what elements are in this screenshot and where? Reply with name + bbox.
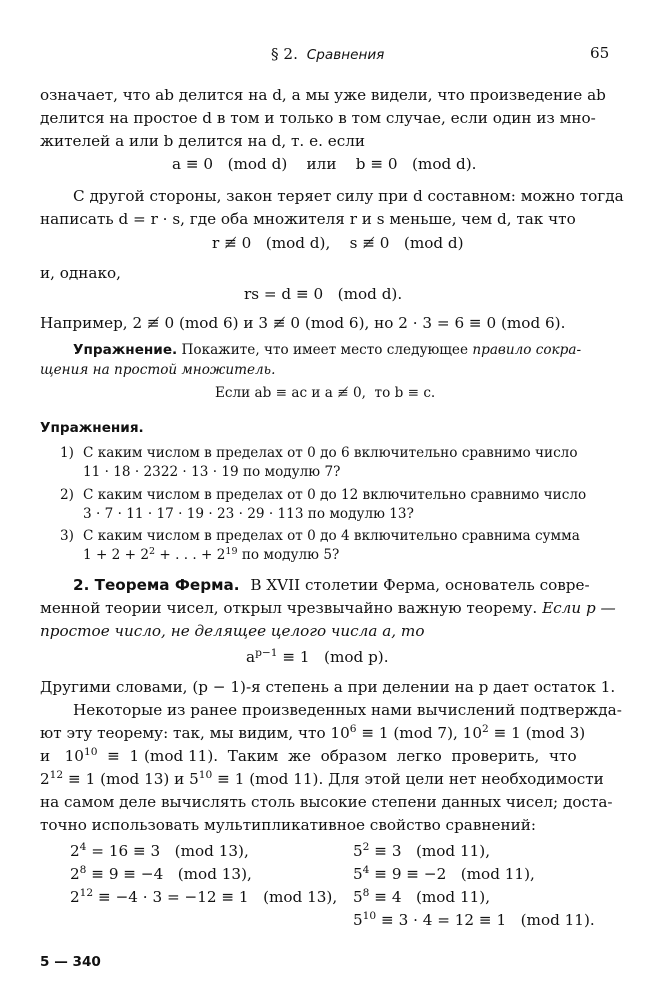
text-line: ют эту теорему: так, мы видим, что $10^6 \equiv 1$ (mod 7), $10^2 \equiv 1$ (mod 3) [40, 722, 586, 742]
exercise-item-number: 3) [60, 528, 74, 544]
text-line: Другими словами, (p − 1)-я степень a при делении на p дает остаток 1. [40, 678, 616, 696]
text-line: написать d = r · s, где оба множителя r и s меньше, чем d, так что [40, 210, 576, 228]
exercise-label: Упражнение. [73, 342, 178, 358]
congruence-right: $5^4 \equiv 9 \equiv -2$ (mod 11), [353, 863, 535, 883]
congruence-left: $2^4 = 16 \equiv 3$ (mod 13), [70, 840, 249, 860]
congruence-left: $2^{12} \equiv -4 \cdot 3 = -12 \equiv 1$ (mod 13), [70, 886, 338, 906]
exercise-text: Покажите, что имеет место следующее [181, 342, 469, 358]
text-line: делится на простое d в том и только в том случае, если один из мно- [40, 109, 596, 127]
exercise-rule: правило сокра- [472, 342, 582, 358]
section-heading: 2. Теорема Ферма. [73, 576, 240, 594]
text-line: и $10^{10} \equiv 1$ (mod 11). Таким же образом легко проверить, что [40, 745, 577, 765]
congruence-left: $2^8 \equiv 9 \equiv -4$ (mod 13), [70, 863, 252, 883]
page-number: 65 [590, 44, 610, 62]
section-number: § 2. [271, 45, 298, 63]
exercise-item-text: $1 + 2 + 2^2$ + . . . + $2^{19}$ по модулю 5? [83, 545, 340, 563]
formula: a ≡ 0 (mod d) или b ≡ 0 (mod d). [172, 155, 477, 173]
exercise-rule-cont: щения на простой множитель. [40, 362, 276, 378]
formula: rs = d ≡ 0 (mod d). [244, 285, 403, 303]
section-title: Сравнения [306, 47, 385, 63]
text-line: жителей a или b делится на d, т. е. если [40, 132, 365, 150]
text-line: С другой стороны, закон теряет силу при d составном: можно тогда [73, 187, 624, 205]
text-line: означает, что ab делится на d, а мы уже видели, что произведение ab [40, 86, 606, 104]
exercise-item-text: С каким числом в пределах от 0 до 12 включительно сравнимо число [83, 487, 587, 503]
congruence-right: $5^2 \equiv 3$ (mod 11), [353, 840, 491, 860]
exercise-item-number: 2) [60, 487, 74, 503]
section-paragraph: 2. Теорема Ферма. В XVII столетии Ферма, основатель совре- [73, 576, 590, 594]
exercise-item-text: 11 · 18 · 2322 · 13 · 19 по модулю 7? [83, 464, 341, 480]
congruence-right: $5^8 \equiv 4$ (mod 11), [353, 886, 491, 906]
text-line: и, однако, [40, 264, 121, 282]
exercise-formula: Если ab ≡ ac и a ≢ 0, то b ≡ c. [215, 385, 436, 401]
exercise-item-text: 3 · 7 · 11 · 17 · 19 · 23 · 29 · 113 по модулю 13? [83, 506, 414, 522]
running-header [271, 47, 384, 63]
text-line: на самом деле вычислять столь высокие степени данных чисел; доста- [40, 793, 613, 811]
exercise-item-number: 1) [60, 445, 74, 461]
exercise-line [73, 344, 581, 358]
text-line: менной теории чисел, открыл чрезвычайно важную теорему. Если p — [40, 599, 616, 617]
text-line: Например, 2 ≢ 0 (mod 6) и 3 ≢ 0 (mod 6), но 2 · 3 = 6 ≡ 0 (mod 6). [40, 314, 566, 332]
printer-signature: 5 — 340 [40, 954, 101, 970]
formula: r ≢ 0 (mod d), s ≢ 0 (mod d) [212, 234, 464, 252]
congruence-right: $5^{10} \equiv 3 \cdot 4 = 12 \equiv 1$ (mod 11). [353, 909, 595, 929]
exercise-item-text: С каким числом в пределах от 0 до 4 включительно сравнима сумма [83, 528, 580, 544]
text-line: Некоторые из ранее произведенных нами вычислений подтвержда- [73, 701, 622, 719]
exercise-item-text: С каким числом в пределах от 0 до 6 включительно сравнимо число [83, 445, 578, 461]
fermat-formula: $a^{p-1} \equiv 1$ (mod p). [246, 646, 389, 666]
text-line: $2^{12} \equiv 1$ (mod 13) и $5^{10} \equiv 1$ (mod 11). Для этой цели нет необходимости [40, 768, 604, 788]
theorem-statement: Если p — [542, 599, 616, 617]
theorem-statement: простое число, не делящее целого числа a, то [40, 622, 425, 640]
text-line: точно использовать мультипликативное свойство сравнений: [40, 816, 536, 834]
exercises-heading: Упражнения. [40, 420, 144, 436]
